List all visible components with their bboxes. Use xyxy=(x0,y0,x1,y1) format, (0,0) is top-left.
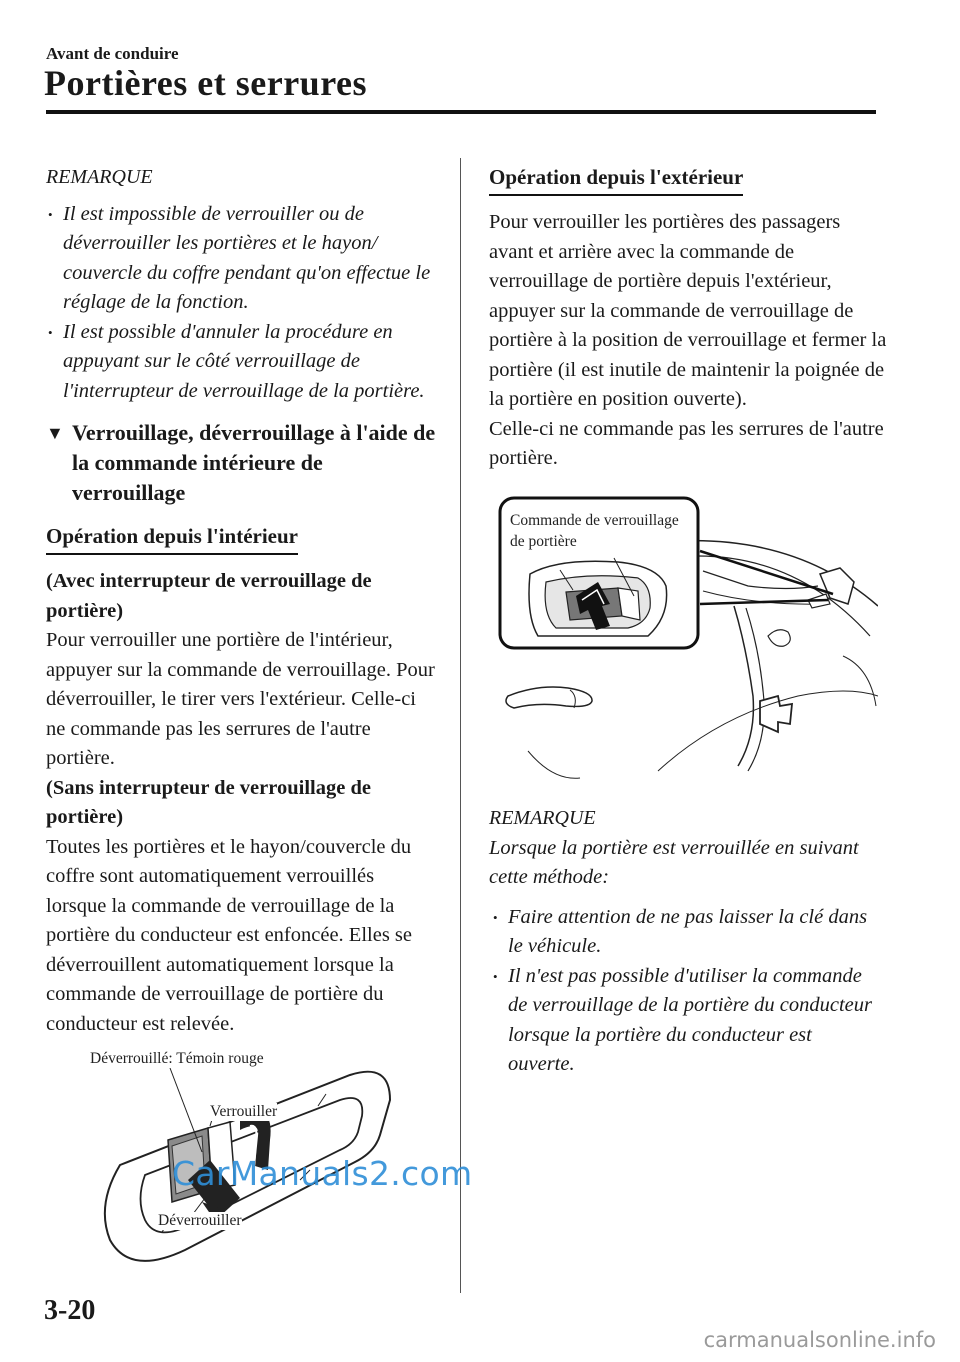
note-item: • Il est possible d'annuler la procédure en appuyant sur le côté verrouillage de l'interrupteur de verrouillage de la portière. xyxy=(46,318,436,407)
section-heading-text: Verrouillage, déverrouillage à l'aide de la commande intérieure de verrouillage xyxy=(72,420,436,505)
note-item: • Il n'est pas possible d'utiliser la commande de verrouillage de la portière du conducteur lorsque la portière du conducteur est ouverte. xyxy=(491,962,879,1080)
note-item: • Faire attention de ne pas laisser la clé dans le véhicule. xyxy=(491,903,879,962)
page-number: 3-20 xyxy=(44,1295,96,1326)
without-switch-heading: (Sans interrupteur de verrouillage de portière) xyxy=(46,776,371,828)
triangle-bullet-icon: ▼ xyxy=(46,423,64,443)
figure-label-unlock: Déverrouiller xyxy=(158,1212,242,1229)
figure-label-lock: Verrouiller xyxy=(210,1103,278,1120)
without-switch-text: Toutes les portières et le hayon/couvercle du coffre sont automatiquement verrouillés lorsque la commande de verrouillage de la portière du conducteur est enfoncée. Elles se déverrouillent automatiquement lorsque la commande de verrouillage de portière du conducteur est relevée. xyxy=(46,835,412,1035)
with-switch-text: Pour verrouiller une portière de l'intérieur, appuyer sur la commande de verrouillage. Pour déverrouiller, le tirer vers l'extérieur. Celle-ci ne commande pas les serrures de l'autre portière. xyxy=(46,629,435,769)
sub-heading-exterior: Opération depuis l'extérieur xyxy=(489,163,743,196)
figure-label-unlocked: Déverrouillé: Témoin rouge xyxy=(90,1050,264,1067)
note-item: • Il est impossible de verrouiller ou de déverrouiller les portières et le hayon/ couvercle du coffre pendant qu'on effectue le réglage de la fonction. xyxy=(46,200,436,318)
section-heading xyxy=(46,418,436,508)
right-column xyxy=(489,163,889,474)
note-heading-right: REMARQUE xyxy=(489,807,596,829)
note-heading: REMARQUE xyxy=(46,166,153,188)
page-title: Portières et serrures xyxy=(44,63,368,103)
exterior-lock-figure xyxy=(498,496,878,786)
right-note xyxy=(489,804,879,1080)
exterior-paragraph-1: Pour verrouiller les portières des passagers avant et arrière avec la commande de verrouillage de portière depuis l'extérieur, appuyer sur la commande de verrouillage de portière à la position de verrouillage et fermer la portière (il est inutile de maintenir la poignée de la portière en position ouverte). xyxy=(489,211,887,410)
note-list-right xyxy=(489,903,879,1080)
column-divider xyxy=(460,158,461,1293)
note-list xyxy=(46,200,436,407)
footer-url[interactable]: carmanualsonline.info xyxy=(703,1328,936,1352)
note-intro: Lorsque la portière est verrouillée en suivant cette méthode: xyxy=(489,836,859,888)
with-switch-heading: (Avec interrupteur de verrouillage de portière) xyxy=(46,570,372,622)
title-rule xyxy=(46,110,876,114)
figure-label-door-lock: Commande de verrouillage de portière xyxy=(510,512,679,550)
sub-heading-interior: Opération depuis l'intérieur xyxy=(46,522,298,555)
exterior-paragraph-2: Celle-ci ne commande pas les serrures de l'autre portière. xyxy=(489,417,884,469)
left-column xyxy=(46,163,436,1039)
section-label: Avant de conduire xyxy=(46,44,179,63)
watermark: CarManuals2.com xyxy=(172,1154,473,1193)
